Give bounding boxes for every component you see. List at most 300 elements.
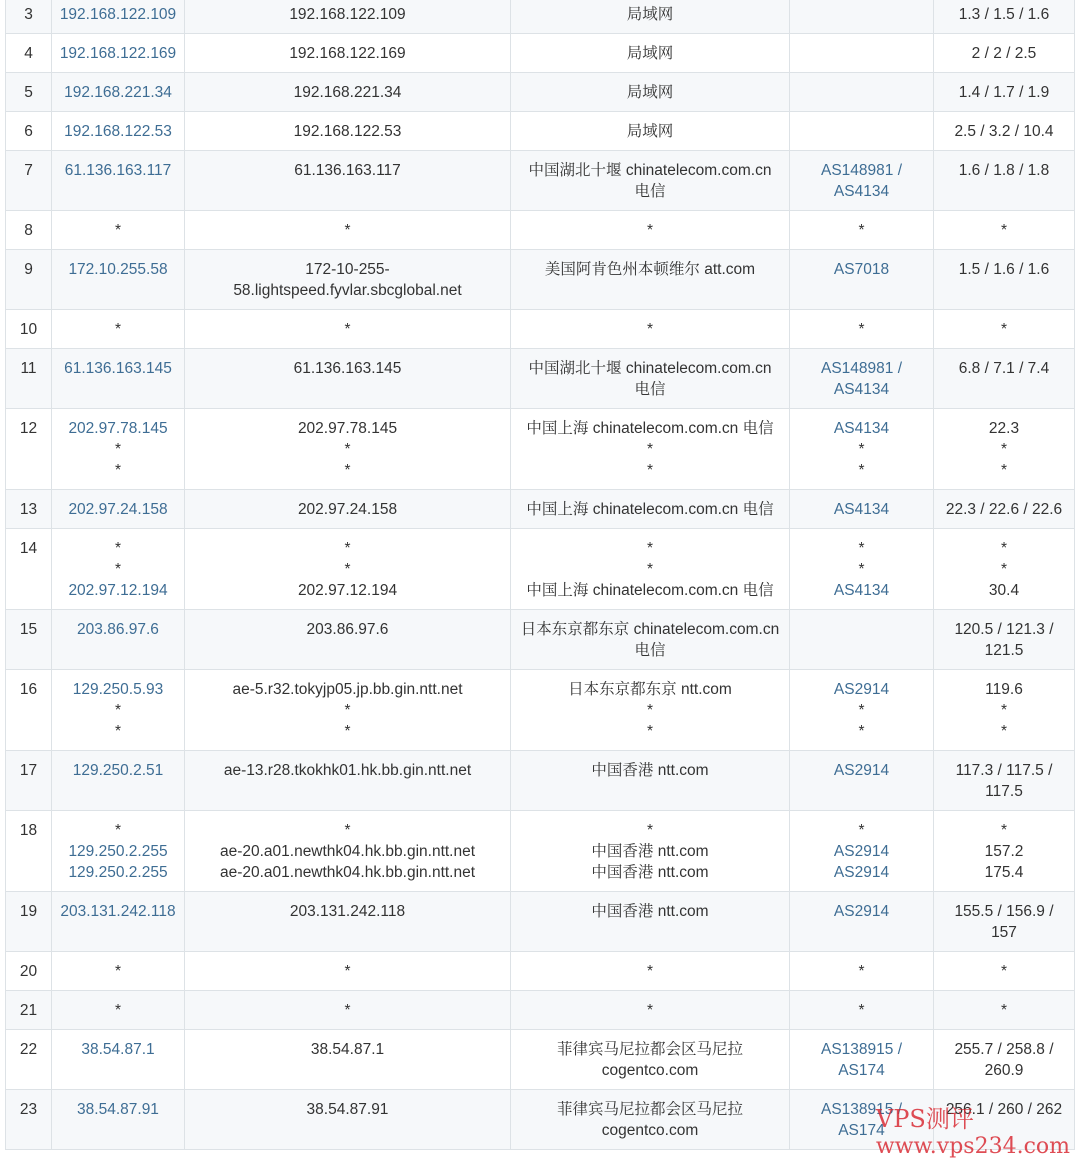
- ip-line[interactable]: 202.97.12.194: [68, 582, 168, 599]
- loc-line: *: [646, 963, 654, 980]
- rtt-cell: [934, 991, 1075, 1030]
- ip-cell: [52, 0, 185, 34]
- rtt-line: 30.4: [988, 582, 1020, 599]
- asn-cell: [790, 310, 934, 349]
- table-row: [6, 670, 1075, 751]
- asn-line: *: [858, 1002, 865, 1019]
- ip-cell: [52, 211, 185, 250]
- host-line: *: [344, 561, 351, 578]
- hop-number-cell: [6, 892, 52, 952]
- hostname-cell: [185, 1030, 511, 1090]
- hop-number-cell: [6, 952, 52, 991]
- loc-line: *: [646, 702, 654, 719]
- ip-line[interactable]: 172.10.255.58: [68, 261, 168, 278]
- hop-number-cell: [6, 73, 52, 112]
- hop-number: 16: [19, 681, 38, 698]
- table-row: [6, 73, 1075, 112]
- asn-line[interactable]: AS4134: [833, 183, 890, 200]
- rtt-line: 155.5 / 156.9 /: [954, 903, 1054, 920]
- location-cell: [511, 490, 790, 529]
- asn-line[interactable]: AS148981 /: [820, 360, 902, 377]
- hop-number: 3: [24, 6, 33, 23]
- table-row: [6, 1030, 1075, 1090]
- asn-line[interactable]: AS4134: [833, 501, 890, 518]
- asn-line[interactable]: AS2914: [833, 843, 890, 860]
- location-cell: [511, 751, 790, 811]
- rtt-cell: [934, 112, 1075, 151]
- asn-line[interactable]: AS2914: [833, 864, 890, 881]
- asn-cell: [790, 0, 934, 34]
- rtt-line: 1.4 / 1.7 / 1.9: [958, 84, 1050, 101]
- asn-line: *: [858, 723, 865, 740]
- ip-line[interactable]: 38.54.87.1: [81, 1041, 155, 1058]
- rtt-line: *: [1000, 321, 1008, 338]
- hop-number-cell: [6, 991, 52, 1030]
- hostname-cell: [185, 0, 511, 34]
- ip-line[interactable]: 192.168.122.169: [59, 45, 177, 62]
- ip-cell: [52, 751, 185, 811]
- rtt-line: 157.2: [984, 843, 1024, 860]
- asn-line[interactable]: AS2914: [833, 903, 890, 920]
- hostname-cell: [185, 409, 511, 490]
- rtt-cell: [934, 409, 1075, 490]
- rtt-line: *: [1000, 963, 1008, 980]
- loc-line: 电信: [634, 642, 666, 659]
- location-cell: [511, 529, 790, 610]
- table-row: [6, 529, 1075, 610]
- asn-cell: [790, 349, 934, 409]
- asn-line: [794, 619, 929, 640]
- rtt-line: 119.6: [985, 681, 1023, 698]
- rtt-cell: [934, 34, 1075, 73]
- hop-number-cell: [6, 1090, 52, 1150]
- hop-number-cell: [6, 610, 52, 670]
- ip-line: *: [114, 561, 122, 578]
- asn-cell: [790, 610, 934, 670]
- ip-cell: [52, 250, 185, 310]
- rtt-line: 117.3 / 117.5 /: [955, 762, 1053, 779]
- location-cell: [511, 670, 790, 751]
- loc-line: 中国湖北十堰 chinatelecom.com.cn: [528, 360, 772, 377]
- rtt-cell: [934, 610, 1075, 670]
- loc-line: *: [646, 822, 654, 839]
- ip-line: *: [114, 723, 122, 740]
- hostname-cell: [185, 670, 511, 751]
- rtt-cell: [934, 151, 1075, 211]
- hostname-cell: [185, 310, 511, 349]
- ip-line[interactable]: 129.250.2.255: [68, 843, 168, 860]
- asn-line: *: [858, 222, 865, 239]
- loc-line: *: [646, 222, 654, 239]
- asn-cell: [790, 34, 934, 73]
- hostname-cell: [185, 811, 511, 892]
- table-row: [6, 490, 1075, 529]
- asn-line: *: [858, 963, 865, 980]
- loc-line: *: [646, 561, 654, 578]
- rtt-line: 256.1 / 260 / 262: [945, 1101, 1063, 1118]
- location-cell: [511, 0, 790, 34]
- ip-line[interactable]: 129.250.2.51: [72, 762, 164, 779]
- rtt-cell: [934, 529, 1075, 610]
- ip-line[interactable]: 38.54.87.91: [77, 1101, 159, 1118]
- host-line: 192.168.221.34: [293, 84, 402, 101]
- table-row: [6, 952, 1075, 991]
- location-cell: [511, 811, 790, 892]
- table-row: [6, 409, 1075, 490]
- rtt-cell: [934, 952, 1075, 991]
- ip-cell: [52, 490, 185, 529]
- ip-line[interactable]: 203.131.242.118: [60, 903, 176, 920]
- loc-line: 中国香港 ntt.com: [591, 864, 709, 881]
- rtt-line: *: [1000, 222, 1008, 239]
- rtt-cell: [934, 1030, 1075, 1090]
- table-row: [6, 151, 1075, 211]
- rtt-line: 1.3 / 1.5 / 1.6: [958, 6, 1050, 23]
- asn-cell: [790, 73, 934, 112]
- ip-line[interactable]: 192.168.122.109: [59, 6, 177, 23]
- loc-line: 中国上海 chinatelecom.com.cn 电信: [526, 582, 774, 599]
- asn-line: [794, 43, 929, 64]
- host-line: 202.97.24.158: [297, 501, 398, 518]
- asn-line[interactable]: AS4134: [833, 582, 890, 599]
- ip-cell: [52, 952, 185, 991]
- hop-number-cell: [6, 529, 52, 610]
- asn-cell: [790, 811, 934, 892]
- host-line: ae-5.r32.tokyjp05.jp.bb.gin.ntt.net: [232, 681, 463, 698]
- table-row: [6, 610, 1075, 670]
- host-line: 172-10-255-: [305, 261, 390, 278]
- rtt-line: 157: [991, 924, 1017, 941]
- hop-number-cell: [6, 670, 52, 751]
- table-row: [6, 811, 1075, 892]
- table-row: [6, 751, 1075, 811]
- ip-cell: [52, 73, 185, 112]
- host-line: *: [344, 321, 351, 338]
- ip-line[interactable]: 202.97.78.145: [68, 420, 168, 437]
- loc-line: 局域网: [626, 84, 674, 101]
- asn-cell: [790, 211, 934, 250]
- asn-cell: [790, 670, 934, 751]
- asn-line[interactable]: AS174: [838, 1122, 885, 1139]
- rtt-line: *: [1000, 822, 1008, 839]
- traceroute-table: [5, 0, 1075, 1150]
- host-line: 203.86.97.6: [306, 621, 389, 638]
- rtt-cell: [934, 0, 1075, 34]
- ip-cell: [52, 112, 185, 151]
- hop-number: 22: [19, 1041, 38, 1058]
- location-cell: [511, 952, 790, 991]
- hop-number: 11: [20, 360, 37, 377]
- ip-cell: [52, 34, 185, 73]
- ip-cell: [52, 1090, 185, 1150]
- host-line: ae-20.a01.newthk04.hk.bb.gin.ntt.net: [219, 864, 476, 881]
- ip-line: *: [114, 822, 122, 839]
- asn-line: [794, 121, 929, 142]
- asn-line[interactable]: AS2914: [833, 762, 890, 779]
- host-line: *: [344, 1002, 351, 1019]
- hostname-cell: [185, 892, 511, 952]
- asn-cell: [790, 529, 934, 610]
- hop-number: 17: [19, 762, 38, 779]
- host-line: ae-13.r28.tkokhk01.hk.bb.gin.ntt.net: [223, 762, 472, 779]
- hop-number: 13: [19, 501, 38, 518]
- loc-line: 日本东京都东京 ntt.com: [568, 681, 732, 698]
- asn-line: [794, 4, 929, 25]
- asn-line[interactable]: AS4134: [833, 420, 890, 437]
- asn-cell: [790, 991, 934, 1030]
- location-cell: [511, 1030, 790, 1090]
- ip-line[interactable]: 192.168.221.34: [64, 84, 172, 101]
- rtt-line: 1.6 / 1.8 / 1.8: [958, 162, 1050, 179]
- ip-line: *: [114, 222, 122, 239]
- loc-line: cogentco.com: [601, 1122, 699, 1139]
- hop-number: 5: [24, 84, 33, 101]
- loc-line: *: [646, 462, 654, 479]
- host-line: 61.136.163.145: [293, 360, 402, 377]
- asn-line: *: [858, 702, 865, 719]
- hostname-cell: [185, 952, 511, 991]
- ip-cell: [52, 892, 185, 952]
- location-cell: [511, 34, 790, 73]
- hostname-cell: [185, 250, 511, 310]
- location-cell: [511, 310, 790, 349]
- table-row: [6, 892, 1075, 952]
- loc-line: *: [646, 540, 654, 557]
- hop-number: 10: [19, 321, 38, 338]
- ip-cell: [52, 670, 185, 751]
- hop-number: 15: [19, 621, 38, 638]
- loc-line: 中国香港 ntt.com: [591, 843, 709, 860]
- rtt-line: 255.7 / 258.8 /: [954, 1041, 1054, 1058]
- location-cell: [511, 151, 790, 211]
- hop-number-cell: [6, 151, 52, 211]
- host-line: 61.136.163.117: [294, 162, 401, 179]
- loc-line: 局域网: [626, 123, 674, 140]
- host-line: *: [344, 222, 351, 239]
- host-line: 38.54.87.91: [306, 1101, 389, 1118]
- rtt-line: *: [1000, 723, 1008, 740]
- asn-line[interactable]: AS138915 /: [820, 1041, 902, 1058]
- rtt-line: 6.8 / 7.1 / 7.4: [958, 360, 1050, 377]
- ip-line[interactable]: 192.168.122.53: [64, 123, 172, 140]
- ip-line[interactable]: 129.250.5.93: [72, 681, 164, 698]
- hop-number: 20: [19, 963, 38, 980]
- host-line: *: [344, 963, 351, 980]
- ip-line[interactable]: 129.250.2.255: [68, 864, 168, 881]
- hop-number: 4: [24, 45, 33, 62]
- hostname-cell: [185, 112, 511, 151]
- asn-cell: [790, 1030, 934, 1090]
- rtt-line: 2.5 / 3.2 / 10.4: [954, 123, 1054, 140]
- asn-cell: [790, 409, 934, 490]
- rtt-line: 175.4: [984, 864, 1024, 881]
- ip-cell: [52, 310, 185, 349]
- table-row: [6, 0, 1075, 34]
- ip-line[interactable]: 203.86.97.6: [77, 621, 159, 638]
- hop-number: 12: [19, 420, 38, 437]
- hostname-cell: [185, 751, 511, 811]
- rtt-cell: [934, 250, 1075, 310]
- host-line: *: [344, 702, 351, 719]
- hostname-cell: [185, 211, 511, 250]
- rtt-line: *: [1000, 540, 1008, 557]
- hostname-cell: [185, 34, 511, 73]
- host-line: *: [344, 723, 351, 740]
- loc-line: 电信: [634, 381, 666, 398]
- hop-number: 18: [19, 822, 38, 839]
- asn-line: [794, 82, 929, 103]
- asn-line: *: [858, 561, 865, 578]
- hop-number: 14: [19, 540, 38, 557]
- rtt-line: 260.9: [984, 1062, 1024, 1079]
- asn-cell: [790, 151, 934, 211]
- hop-number-cell: [6, 112, 52, 151]
- loc-line: *: [646, 1002, 654, 1019]
- hop-number: 9: [24, 261, 33, 278]
- loc-line: 菲律宾马尼拉都会区马尼拉: [556, 1101, 743, 1118]
- rtt-line: 2 / 2 / 2.5: [971, 45, 1037, 62]
- hostname-cell: [185, 349, 511, 409]
- table-row: [6, 349, 1075, 409]
- host-line: 58.lightspeed.fyvlar.sbcglobal.net: [233, 282, 462, 299]
- rtt-line: 120.5 / 121.3 /: [954, 621, 1054, 638]
- hop-number: 6: [24, 123, 33, 140]
- rtt-line: *: [1000, 462, 1008, 479]
- rtt-line: 22.3 / 22.6 / 22.6: [945, 501, 1063, 518]
- rtt-cell: [934, 310, 1075, 349]
- hop-number: 7: [24, 162, 33, 179]
- traceroute-body: [6, 0, 1075, 1150]
- rtt-cell: [934, 73, 1075, 112]
- ip-cell: [52, 151, 185, 211]
- rtt-line: *: [1000, 1002, 1008, 1019]
- loc-line: *: [646, 723, 654, 740]
- hop-number-cell: [6, 211, 52, 250]
- hostname-cell: [185, 610, 511, 670]
- loc-line: 菲律宾马尼拉都会区马尼拉: [556, 1041, 743, 1058]
- asn-line[interactable]: AS7018: [833, 261, 890, 278]
- rtt-cell: [934, 892, 1075, 952]
- rtt-cell: [934, 211, 1075, 250]
- asn-line[interactable]: AS148981 /: [820, 162, 902, 179]
- loc-line: 局域网: [626, 6, 674, 23]
- hop-number-cell: [6, 250, 52, 310]
- hostname-cell: [185, 151, 511, 211]
- watermark-line1: VPS测评: [875, 1105, 974, 1133]
- watermark: [876, 1106, 1070, 1160]
- asn-line[interactable]: AS174: [838, 1062, 885, 1079]
- host-line: 202.97.78.145: [297, 420, 398, 437]
- ip-line: *: [114, 321, 122, 338]
- ip-line: *: [114, 441, 122, 458]
- asn-line: *: [858, 540, 865, 557]
- location-cell: [511, 991, 790, 1030]
- rtt-line: 22.3: [988, 420, 1020, 437]
- asn-cell: [790, 751, 934, 811]
- hop-number: 23: [19, 1101, 38, 1118]
- location-cell: [511, 349, 790, 409]
- loc-line: *: [646, 441, 654, 458]
- table-row: [6, 250, 1075, 310]
- table-row: [6, 310, 1075, 349]
- loc-line: 美国阿肯色州本顿维尔 att.com: [544, 261, 756, 278]
- ip-cell: [52, 811, 185, 892]
- rtt-cell: [934, 751, 1075, 811]
- hop-number-cell: [6, 751, 52, 811]
- host-line: *: [344, 822, 351, 839]
- asn-line: *: [858, 462, 865, 479]
- host-line: *: [344, 462, 351, 479]
- host-line: 192.168.122.53: [293, 123, 402, 140]
- ip-line[interactable]: 61.136.163.117: [64, 162, 172, 179]
- location-cell: [511, 892, 790, 952]
- ip-line: *: [114, 702, 122, 719]
- hostname-cell: [185, 991, 511, 1030]
- hop-number: 19: [19, 903, 38, 920]
- loc-line: 中国香港 ntt.com: [591, 903, 709, 920]
- hop-number: 8: [24, 222, 33, 239]
- loc-line: 中国上海 chinatelecom.com.cn 电信: [526, 501, 774, 518]
- asn-cell: [790, 112, 934, 151]
- hop-number-cell: [6, 490, 52, 529]
- ip-cell: [52, 1030, 185, 1090]
- hop-number-cell: [6, 409, 52, 490]
- location-cell: [511, 73, 790, 112]
- asn-line: *: [858, 321, 865, 338]
- rtt-line: 1.5 / 1.6 / 1.6: [958, 261, 1050, 278]
- ip-line[interactable]: 61.136.163.145: [64, 360, 172, 377]
- asn-cell: [790, 952, 934, 991]
- asn-line[interactable]: AS4134: [833, 381, 890, 398]
- hop-number-cell: [6, 349, 52, 409]
- asn-cell: [790, 490, 934, 529]
- location-cell: [511, 211, 790, 250]
- loc-line: 中国湖北十堰 chinatelecom.com.cn: [528, 162, 772, 179]
- asn-line[interactable]: AS2914: [833, 681, 890, 698]
- rtt-cell: [934, 670, 1075, 751]
- host-line: *: [344, 540, 351, 557]
- table-row: [6, 211, 1075, 250]
- rtt-line: 117.5: [985, 783, 1023, 800]
- asn-line[interactable]: AS138915 /: [820, 1101, 902, 1118]
- host-line: 203.131.242.118: [289, 903, 406, 920]
- rtt-cell: [934, 490, 1075, 529]
- loc-line: 局域网: [626, 45, 674, 62]
- location-cell: [511, 112, 790, 151]
- ip-line[interactable]: 202.97.24.158: [68, 501, 168, 518]
- loc-line: 日本东京都东京 chinatelecom.com.cn: [520, 621, 780, 638]
- loc-line: *: [646, 321, 654, 338]
- host-line: 192.168.122.109: [289, 6, 406, 23]
- asn-line: *: [858, 441, 865, 458]
- asn-line: *: [858, 822, 865, 839]
- location-cell: [511, 1090, 790, 1150]
- loc-line: 电信: [634, 183, 666, 200]
- ip-line: *: [114, 540, 122, 557]
- hop-number: 21: [19, 1002, 38, 1019]
- rtt-line: *: [1000, 702, 1008, 719]
- hop-number-cell: [6, 310, 52, 349]
- asn-cell: [790, 250, 934, 310]
- host-line: 202.97.12.194: [297, 582, 398, 599]
- host-line: *: [344, 441, 351, 458]
- ip-cell: [52, 349, 185, 409]
- ip-line: *: [114, 1002, 122, 1019]
- hostname-cell: [185, 529, 511, 610]
- hostname-cell: [185, 1090, 511, 1150]
- location-cell: [511, 409, 790, 490]
- rtt-line: 121.5: [984, 642, 1024, 659]
